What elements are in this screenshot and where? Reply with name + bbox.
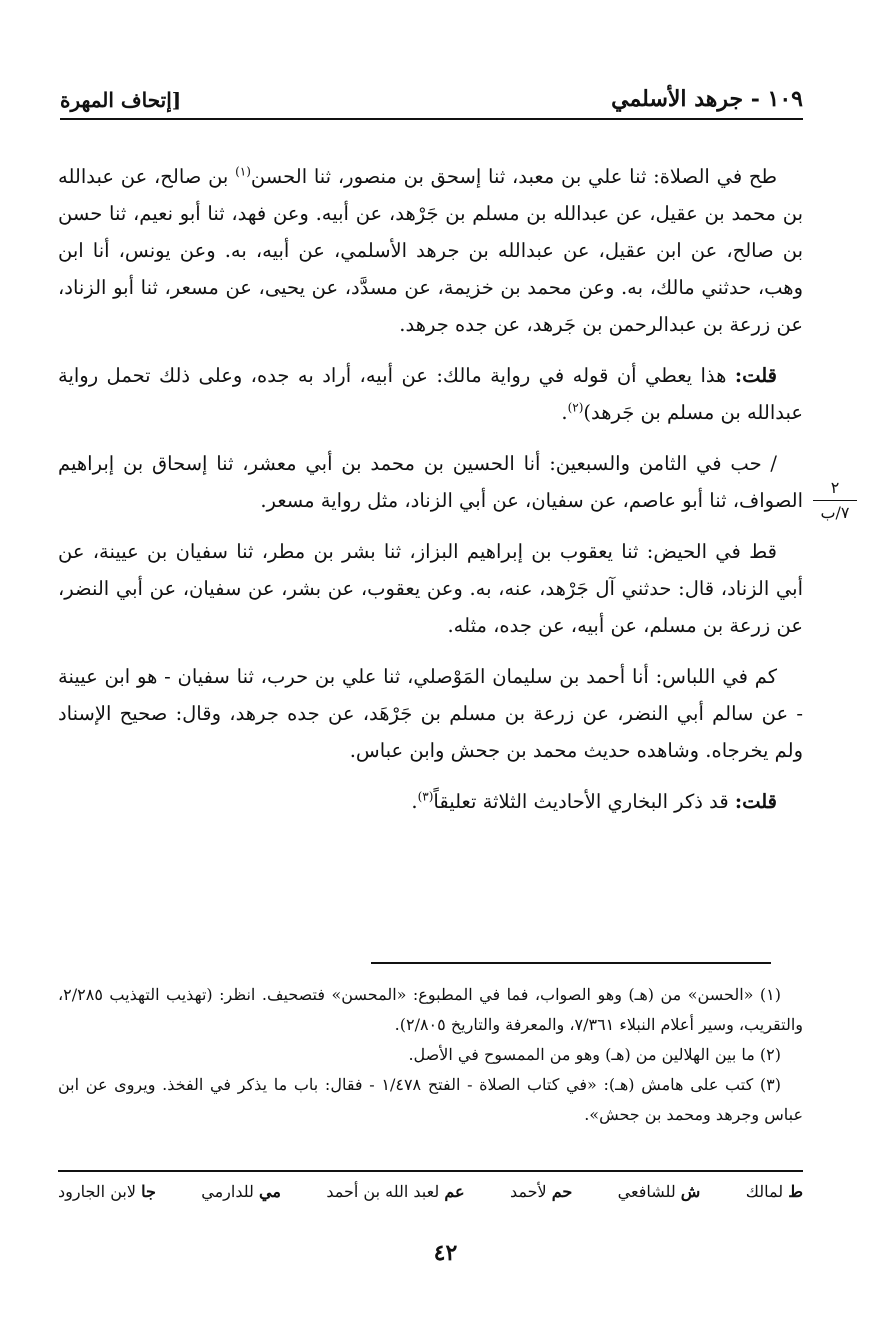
abbr-item: ط لمالك xyxy=(745,1182,803,1201)
abbr-item: عم لعبد الله بن أحمد xyxy=(326,1182,465,1201)
paragraph-qultu-1 xyxy=(58,357,803,431)
abbr-item: جا لابن الجارود xyxy=(58,1182,156,1201)
paragraph-qultu-1-text: هذا يعطي أن قوله في رواية مالك: عن أبيه، أراد به جده، وعلى ذلك تحمل رواية عبدالله بن مسلم بن جَرهد) xyxy=(58,364,803,424)
paragraph-tah xyxy=(58,158,803,343)
margin-note-top: ٢ xyxy=(830,478,840,497)
qultu-label-1: قلت: xyxy=(734,364,777,387)
abbreviations-divider xyxy=(58,1170,803,1172)
paragraph-tah-text: طح في الصلاة: ثنا علي بن معبد، ثنا إسحق بن منصور، ثنا الحسن xyxy=(250,165,778,188)
paragraph-hib: / حب في الثامن والسبعين: أنا الحسين بن محمد بن أبي معشر، ثنا إسحاق بن إبراهيم الصواف، ثنا أبو عاصم، عن سفيان، عن أبي الزناد، مثل رواية مسعر. xyxy=(58,452,803,512)
footnote-1: (١) «الحسن» من (هـ) وهو الصواب، فما في المطبوع: «المحسن» فتصحيف. انظر: (تهذيب التهذيب ٢/٢٨٥، والتقريب، وسير أعلام النبلاء ٧/٣٦١، والمعرفة والتاريخ ٢/٨٠٥). xyxy=(58,985,803,1034)
paragraph-qultu-1-end: . xyxy=(561,401,568,424)
margin-note xyxy=(809,478,861,523)
abbr-item: حم لأحمد xyxy=(509,1182,573,1201)
page-header xyxy=(60,80,803,120)
paragraph-qultu-2-end: . xyxy=(411,790,418,813)
paragraph-qat: قط في الحيض: ثنا يعقوب بن إبراهيم البزاز، ثنا بشر بن مطر، ثنا سفيان بن عيينة، عن أبي الزناد، قال: حدثني آل جَرْهد، عنه، به. وعن يعقوب، عن بشر، عن سفيان، عن أبي النضر، عن زرعة بن مسلم، عن أبيه، عن جده، مثله. xyxy=(58,540,803,637)
margin-note-rule xyxy=(813,500,857,501)
footnote-ref-1: (١) xyxy=(235,164,251,179)
qultu-label-2: قلت: xyxy=(734,790,777,813)
footnote-divider xyxy=(371,962,771,964)
paragraph-qultu-2-text: قد ذكر البخاري الأحاديث الثلاثة تعليقاً xyxy=(433,790,735,813)
footnotes xyxy=(58,980,803,1130)
paragraph-tah-rest: بن صالح، عن عبدالله بن محمد بن عقيل، عن عبدالله بن مسلم بن جَرْهد، عن أبيه. وعن فهد، ثنا أبو نعيم، ثنا حسن بن صالح، عن ابن عقيل، عن عبدالله بن جرهد الأسلمي، عن أبيه، به. وعن يونس، أنا ابن وهب، حدثني مالك، به. وعن محمد بن خزيمة، عن مسدَّد، عن يحيى، عن مسعر، ثنا أبو الزناد، عن زرعة بن عبدالرحمن بن جَرهد، عن جده جرهد. xyxy=(58,165,803,336)
book-title: [إتحاف المهرة xyxy=(60,88,182,112)
footnote-ref-3: (٣) xyxy=(417,789,434,804)
abbr-item: مي للدارمي xyxy=(201,1182,281,1201)
page-number: ٤٢ xyxy=(433,1240,458,1266)
margin-note-bottom: ٧/ب xyxy=(820,503,850,522)
footnote-3: (٣) كتب على هامش (هـ): «في كتاب الصلاة - الفتح ١/٤٧٨ - فقال: باب ما يذكر في الفخذ. ويروى عن ابن عباس وجرهد ومحمد بن جحش». xyxy=(58,1075,803,1124)
footnote-ref-2: (٢) xyxy=(567,400,584,415)
abbr-item: ش للشافعي xyxy=(617,1182,701,1201)
paragraph-kam: كم في اللباس: أنا أحمد بن سليمان المَوْصلي، ثنا علي بن حرب، ثنا سفيان - هو ابن عيينة - عن سالم أبي النضر، عن زرعة بن مسلم بن جَرْهَد، عن جده جرهد، وقال: صحيح الإسناد ولم يخرجاه. وشاهده حديث محمد بن جحش وابن عباس. xyxy=(58,665,803,762)
abbreviations-key xyxy=(58,1182,803,1201)
main-text xyxy=(58,158,803,834)
paragraph-qultu-2 xyxy=(58,783,803,820)
chapter-title: ١٠٩ - جرهد الأسلمي xyxy=(611,86,803,112)
footnote-2: (٢) ما بين الهلالين من (هـ) وهو من الممسوح في الأصل. xyxy=(408,1045,781,1064)
